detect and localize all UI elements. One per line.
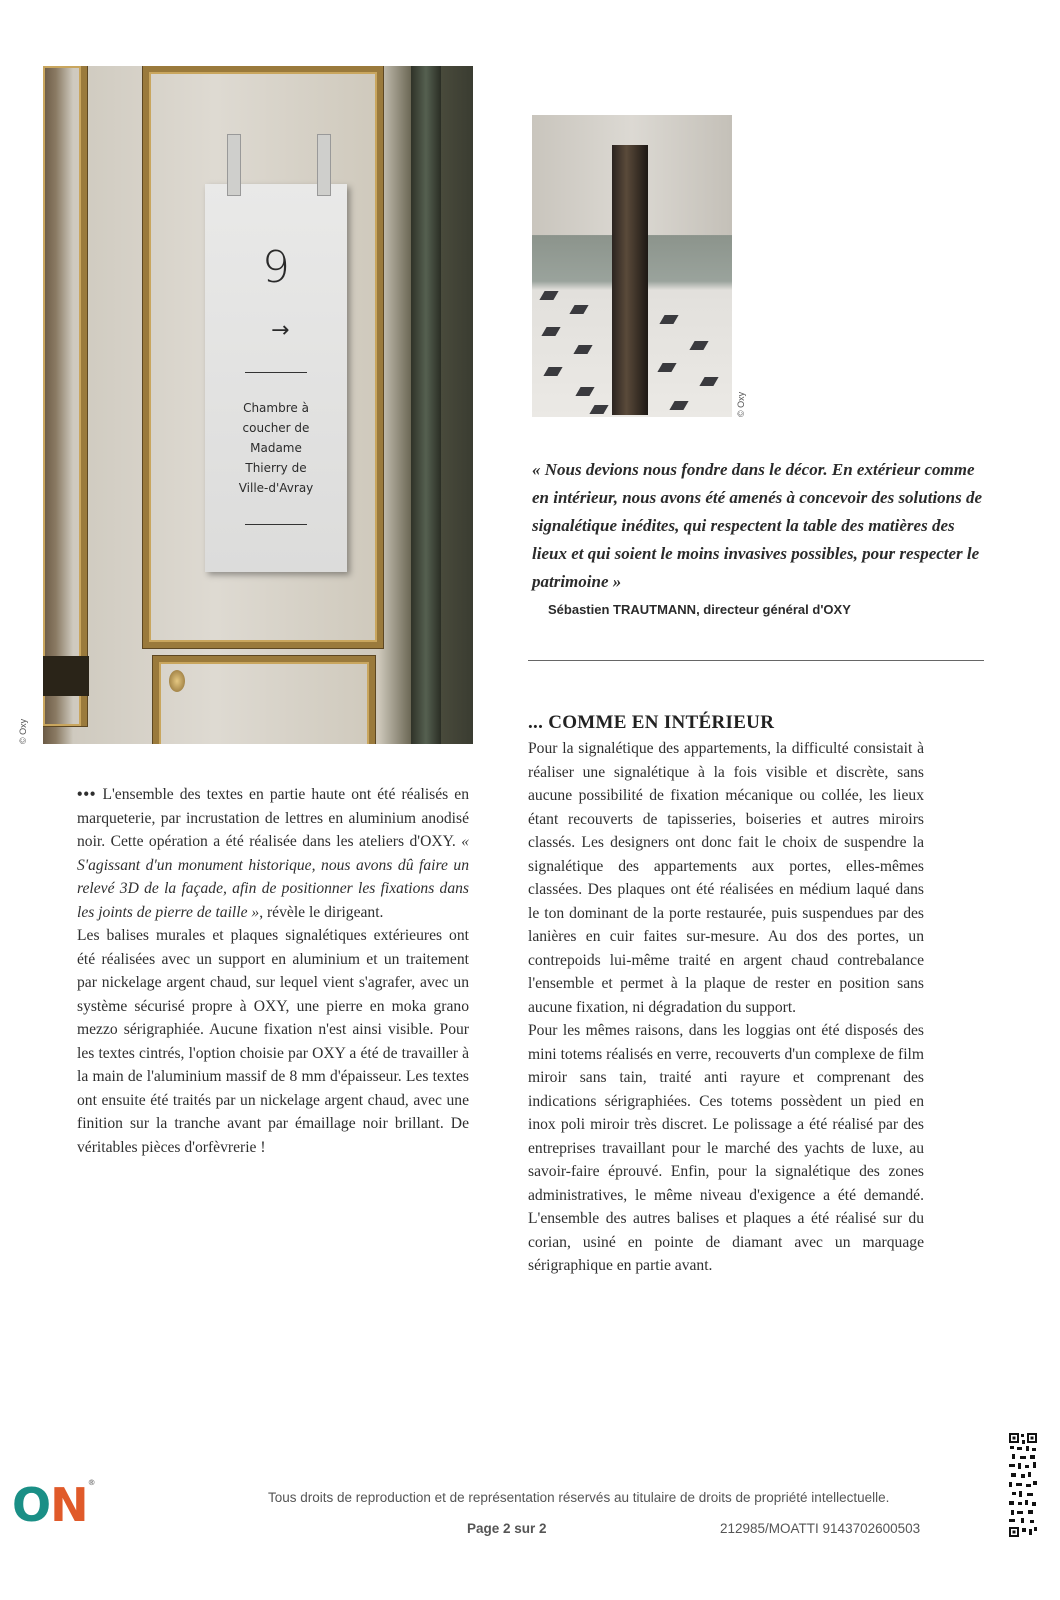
document-reference: 212985/MOATTI 9143702600503 — [720, 1521, 921, 1536]
floor-tile — [669, 401, 688, 410]
section-heading: ... COMME EN INTÉRIEUR — [528, 712, 775, 733]
paragraph: Pour les mêmes raisons, dans les loggias ont été disposés des mini totems réalisés en verre, recouverts d'un complexe de film miroir sans tain, traité anti rayure et comprenant des indications sérigraphiées. Ces totems possèdent un pied en inox poli miroir très discret. Le polissage a été réalisé par des entreprises travaillant pour le marché des yachts de luxe, au savoir-faire éprouvé. Enfin, pour la signalétique des zones administratives, le même niveau d'exigence a été demandé. L'ensemble des autres balises et plaques a été réalisé sur du corian, usiné en pointe de diamant avec un marquage sérigraphique en partie avant. — [528, 1022, 924, 1274]
floor-tile — [541, 327, 560, 336]
plaque-line: coucher de — [242, 421, 310, 435]
text-run: , révèle le dirigeant. — [259, 903, 384, 921]
floor-tile — [539, 291, 558, 300]
paragraph: Les balises murales et plaques signalétiques extérieures ont été réalisées avec un support en aluminium et un traitement par nickelage argent chaud, sur lequel vient s'agrafer, avec un système sécurisé propre à OXY, une pierre en moka grano mezzo sérigraphiée. Aucune fixation n'est ainsi visible. Pour les textes cintrés, l'option choisie par OXY a été de travailler à la main de l'aluminium massif de 8 mm d'épaisseur. Les textes ont ensuite été traités par un nickelage argent chaud, avec une finition sur la tranche avant par émaillage noir brillant. De véritables pièces d'orfèvrerie ! — [77, 927, 469, 1156]
left-column — [77, 783, 469, 1159]
plaque-line: Madame — [250, 441, 302, 455]
logo-letter-n: N — [50, 1478, 88, 1532]
plaque-line: Thierry de — [245, 461, 307, 475]
qr-code-icon — [1008, 1432, 1038, 1538]
door-frame-left — [43, 66, 87, 726]
door-photo — [43, 66, 473, 744]
floor-tile — [699, 377, 718, 386]
photo-credit-left: © Oxy — [18, 718, 28, 744]
text-run: L'ensemble des textes en partie haute ont été réalisés en marqueterie, par incrustation de lettres en aluminium anodisé noir. Cette opération a été réalisée dans les ateliers d'OXY. — [77, 786, 470, 850]
quote-author: Sébastien TRAUTMANN, directeur général d'OXY — [548, 602, 851, 617]
page-number: Page 2 sur 2 — [467, 1521, 547, 1536]
plaque-number: 9 — [262, 242, 290, 293]
door-knob — [169, 670, 185, 692]
plaque-rule-bottom — [245, 524, 307, 525]
floor-tile — [543, 367, 562, 376]
door-edge — [411, 66, 441, 744]
floor-tile — [659, 315, 678, 324]
right-column — [528, 737, 924, 1278]
plaque-line: Chambre à — [243, 401, 309, 415]
floor-tile — [573, 345, 592, 354]
section-divider — [528, 660, 984, 661]
arrow-right-icon: → — [271, 318, 290, 343]
door-panel-lower — [153, 656, 375, 744]
mirror-totem — [612, 145, 648, 415]
leather-strap-right — [317, 134, 331, 196]
floor-tile — [575, 387, 594, 396]
plaque-text — [205, 398, 347, 498]
rights-notice: Tous droits de reproduction et de représentation réservés au titulaire de droits de propriété intellectuelle. — [268, 1490, 890, 1505]
paragraph: Pour la signalétique des appartements, la difficulté consistait à réaliser une signalétique à la fois visible et discrète, sans aucune possibilité de fixation mécanique ou collée, les lieux étant recouverts de tapisseries, boiseries et autres miroirs classés. Les designers ont donc fait le choix de suspendre la signalétique des appartements aux portes, elles-mêmes classées. Des plaques ont été réalisées en médium laqué dans le ton dominant de la porte restaurée, puis suspendues par des lanières en cuir faites sur-mesure. Au dos des portes, un contrepoids lui-même traité en argent chaud contrebalance l'ensemble et permet à la plaque de rester en position sans aucune fixation, ni dégradation du support. — [528, 740, 924, 1016]
plaque-line: Ville-d'Avray — [238, 481, 314, 495]
floor-tile — [657, 363, 676, 372]
totem-photo — [532, 115, 732, 417]
door-hinge — [43, 656, 89, 696]
paragraph — [77, 783, 469, 924]
floor-tile — [689, 341, 708, 350]
photo-credit-right: © Oxy — [736, 391, 746, 417]
door-plaque — [205, 184, 347, 572]
pull-quote: « Nous devions nous fondre dans le décor. En extérieur comme en intérieur, nous avons été amenés à concevoir des solutions de signalétique inédites, qui respectent la table des matières des lieux et qui soient le moins invasives possibles, pour respecter le patrimoine » — [532, 460, 983, 591]
leather-strap-left — [227, 134, 241, 196]
inline-quote: « S'agissant d'un monument historique, nous avons dû faire un relevé 3D de la façade, afin de positionner les fixations dans les joints de pierre de taille » — [77, 833, 469, 921]
continuation-marker: ••• — [77, 786, 97, 803]
floor-tile — [569, 305, 588, 314]
registered-mark: ® — [87, 1478, 95, 1487]
logo-letter-o: O — [12, 1478, 51, 1532]
plaque-rule-top — [245, 372, 307, 373]
brand-logo — [12, 1478, 95, 1532]
floor-tile — [589, 405, 608, 414]
